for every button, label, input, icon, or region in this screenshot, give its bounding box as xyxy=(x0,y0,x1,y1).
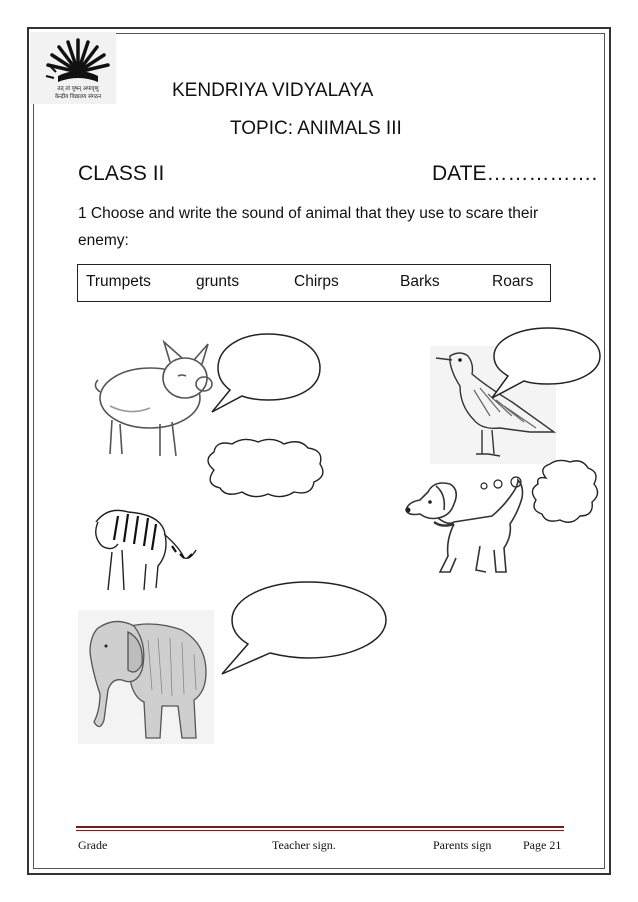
word-option: Roars xyxy=(492,273,534,290)
word-option: Barks xyxy=(400,273,440,290)
question-1: 1 Choose and write the sound of animal that they use to scare their enemy: xyxy=(78,205,539,249)
elephant-illustration xyxy=(78,610,214,744)
footer-page-number: Page 21 xyxy=(523,838,562,852)
topic-title: TOPIC: ANIMALS III xyxy=(230,118,402,139)
footer-divider-thin xyxy=(76,830,564,831)
thought-bubble xyxy=(200,436,330,502)
footer-grade: Grade xyxy=(78,838,108,852)
pig-speech-bubble xyxy=(208,330,324,426)
word-box xyxy=(77,264,551,302)
word-option: grunts xyxy=(196,273,240,290)
dog-illustration xyxy=(400,476,536,580)
school-title: KENDRIYA VIDYALAYA xyxy=(172,80,374,101)
logo-motto: तत् त्वं पूषन् अपावृणु xyxy=(57,86,99,92)
date-field: DATE……………. xyxy=(432,162,598,185)
footer-parents-sign: Parents sign xyxy=(433,838,492,852)
footer-teacher-sign: Teacher sign. xyxy=(272,838,336,852)
footer-divider xyxy=(76,826,564,828)
class-label: CLASS II xyxy=(78,162,165,185)
bird-speech-bubble xyxy=(482,324,604,404)
tiger-illustration xyxy=(88,500,204,596)
elephant-speech-bubble xyxy=(212,578,392,678)
word-option: Chirps xyxy=(294,273,339,290)
logo-org-name: केन्द्रीय विद्यालय संगठन xyxy=(54,94,102,100)
kendriya-vidyalaya-logo xyxy=(30,32,116,104)
word-option: Trumpets xyxy=(86,273,151,290)
